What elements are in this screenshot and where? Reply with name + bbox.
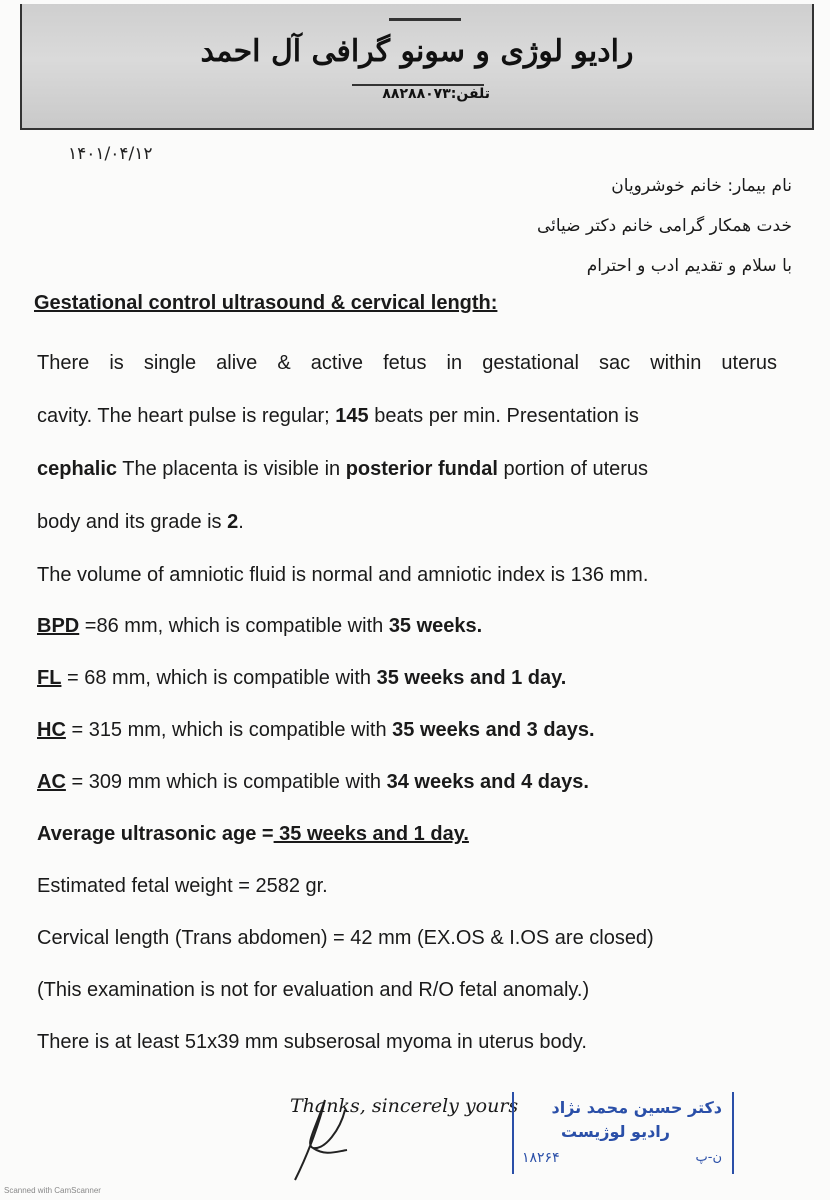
finding-text: There is single alive & active fetus in gestational sac within uterus: [37, 352, 777, 374]
closing-thanks: Thanks, sincerely yours: [290, 1095, 519, 1117]
fl-label: FL: [37, 667, 62, 689]
salutation: با سلام و تقدیم ادب و احترام: [586, 256, 792, 276]
finding-line-2: [37, 405, 777, 428]
finding-line-1: [37, 352, 777, 375]
hc-text: = 315 mm, which is compatible with: [71, 719, 387, 741]
banner-top-line: [389, 18, 461, 21]
finding-text: body and its grade is: [37, 511, 222, 533]
myoma-line: There is at least 51x39 mm subserosal myoma in uterus body.: [37, 1031, 587, 1053]
ac-line: [37, 771, 777, 794]
fetal-weight-line: Estimated fetal weight = 2582 gr.: [37, 875, 328, 897]
ac-text: = 309 mm which is compatible with: [71, 771, 382, 793]
bpd-text: =86 mm, which is compatible with: [84, 615, 384, 637]
stamp-doctor-title: رادیو لوژیست: [561, 1122, 670, 1141]
placenta-grade-value: 2: [227, 511, 239, 533]
ac-result: 34 weeks and 4 days.: [386, 771, 589, 793]
finding-text: .: [238, 511, 244, 533]
bpd-result: 35 weeks.: [388, 615, 483, 637]
finding-line-4: [37, 511, 777, 534]
finding-text: portion of uterus: [503, 458, 649, 480]
presentation-value: cephalic: [37, 458, 118, 480]
ac-label: AC: [37, 771, 66, 793]
bpd-label: BPD: [37, 615, 80, 637]
finding-text: The placenta is visible in: [122, 458, 341, 480]
report-date: ۱۴۰۱/۰۴/۱۲: [68, 144, 153, 164]
fl-result: 35 weeks and 1 day.: [376, 667, 567, 689]
clinic-name: رادیو لوژی و سونو گرافی آل احمد: [200, 34, 634, 69]
report-heading: Gestational control ultrasound & cervical length:: [34, 292, 498, 314]
finding-text: cavity. The heart pulse is regular;: [37, 405, 330, 427]
placenta-position-value: posterior fundal: [345, 458, 498, 480]
letterhead-banner: [20, 4, 814, 130]
cervical-length-line: Cervical length (Trans abdomen) = 42 mm (EX.OS & I.OS are closed): [37, 927, 654, 949]
stamp-code: ن-پ: [695, 1150, 722, 1165]
scanner-watermark: Scanned with CamScanner: [4, 1186, 101, 1195]
finding-line-3: [37, 458, 777, 481]
hc-line: [37, 719, 777, 742]
stamp-license-number: ۱۸۲۶۴: [522, 1150, 560, 1166]
hc-result: 35 weeks and 3 days.: [392, 719, 595, 741]
stamp-doctor-name: دکتر حسین محمد نژاد: [551, 1098, 722, 1117]
doctor-stamp: [512, 1092, 734, 1174]
amniotic-line: The volume of amniotic fluid is normal and amniotic index is 136 mm.: [37, 564, 649, 586]
finding-text: beats per min. Presentation is: [374, 405, 639, 427]
colleague-address: خدت همکار گرامی خانم دکتر ضیائی: [536, 216, 792, 236]
fl-line: [37, 667, 777, 690]
patient-name: نام بیمار: خانم خوشرویان: [611, 176, 792, 196]
hc-label: HC: [37, 719, 66, 741]
average-age-line: [37, 823, 777, 846]
clinic-phone: تلفن:۸۸۲۸۸۰۷۳: [382, 86, 490, 102]
examination-note: (This examination is not for evaluation and R/O fetal anomaly.): [37, 979, 590, 1001]
heart-rate-value: 145: [335, 405, 369, 427]
average-age-label: Average ultrasonic age =: [37, 823, 274, 845]
average-age-value: 35 weeks and 1 day.: [273, 823, 469, 845]
fl-text: = 68 mm, which is compatible with: [67, 667, 372, 689]
bpd-line: [37, 615, 777, 638]
